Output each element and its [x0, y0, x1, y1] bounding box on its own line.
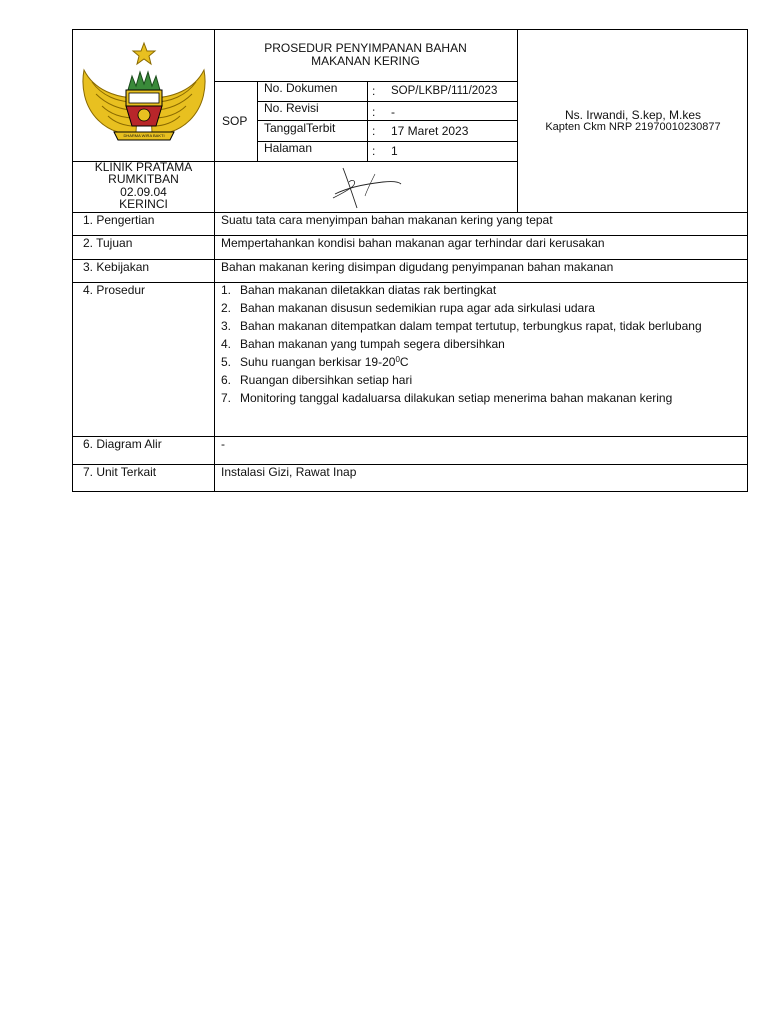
- row-text-unit-terkait: Instalasi Gizi, Rawat Inap: [221, 465, 357, 479]
- row-text-tujuan: Mempertahankan kondisi bahan makanan agar terhindar dari kerusakan: [221, 236, 605, 250]
- field-sep: :: [372, 84, 376, 98]
- org-line-1: KLINIK PRATAMA: [94, 160, 193, 174]
- org-line-4: KERINCI: [119, 197, 168, 211]
- org-line-2: RUMKITBAN: [108, 172, 179, 186]
- document-title-line-2: MAKANAN KERING: [311, 54, 420, 68]
- list-item: 5. Suhu ruangan berkisar $19-20^0C$: [221, 355, 409, 369]
- row-text-kebijakan: Bahan makanan kering disimpan digudang penyimpanan bahan makanan: [221, 260, 614, 274]
- field-sep: :: [372, 144, 376, 158]
- sop-label: SOP: [222, 114, 248, 128]
- row-label-pengertian: 1. Pengertian: [83, 213, 155, 227]
- grid-line: [73, 464, 747, 465]
- list-item: 1. Bahan makanan diletakkan diatas rak bertingkat: [221, 283, 497, 297]
- grid-line: [257, 81, 258, 161]
- grid-line: [214, 30, 215, 492]
- row-label-prosedur: 4. Prosedur: [83, 283, 146, 297]
- list-item: 6. Ruangan dibersihkan setiap hari: [221, 373, 413, 387]
- signatory-name: Ns. Irwandi, S.kep, M.kes: [564, 108, 702, 122]
- grid-line: [73, 436, 747, 437]
- prosedur-list: [221, 281, 741, 407]
- row-label-diagram-alir: 6. Diagram Alir: [83, 437, 162, 451]
- degree-superscript: 0: [395, 355, 400, 364]
- eagle-wings-emblem-icon: [76, 40, 212, 144]
- field-value-no-dokumen: SOP/LKBP/111/2023: [391, 85, 498, 97]
- signature-scribble: [313, 164, 413, 212]
- list-item: 2. Bahan makanan disusun sedemikian rupa agar ada sirkulasi udara: [221, 301, 595, 315]
- row-text-diagram-alir: -: [221, 437, 225, 451]
- field-sep: :: [372, 124, 376, 138]
- document-title-line-1: PROSEDUR PENYIMPANAN BAHAN: [264, 41, 467, 55]
- kodam-emblem-logo: [76, 40, 212, 144]
- list-item: 4. Bahan makanan yang tumpah segera dibersihkan: [221, 337, 505, 351]
- emblem-motto: DHARMA WIRA BAKTI: [123, 133, 165, 138]
- sop-document-table: [72, 29, 748, 492]
- row-text-pengertian: Suatu tata cara menyimpan bahan makanan kering yang tepat: [221, 213, 553, 227]
- list-item: 3. Bahan makanan ditempatkan dalam tempat tertutup, terbungkus rapat, tidak berlubang: [221, 319, 702, 333]
- field-value-no-revisi: -: [391, 105, 395, 119]
- grid-line: [214, 81, 518, 82]
- field-sep: :: [372, 105, 376, 119]
- handwritten-signature-icon: [313, 164, 413, 212]
- field-value-halaman: 1: [391, 144, 398, 158]
- field-label-no-revisi: No. Revisi: [264, 101, 319, 115]
- org-line-3: 02.09.04: [120, 185, 167, 199]
- field-value-tanggal-terbit: 17 Maret 2023: [391, 124, 469, 138]
- row-label-kebijakan: 3. Kebijakan: [83, 260, 150, 274]
- field-label-no-dokumen: No. Dokumen: [264, 81, 338, 95]
- signatory-rank: Kapten Ckm NRP 21970010230877: [545, 121, 721, 133]
- field-label-halaman: Halaman: [264, 141, 313, 155]
- list-item: 7. Monitoring tanggal kadaluarsa dilakukan setiap menerima bahan makanan kering: [221, 391, 673, 405]
- field-label-tanggal-terbit: TanggalTerbit: [264, 121, 336, 135]
- row-label-tujuan: 2. Tujuan: [83, 236, 133, 250]
- grid-line: [367, 81, 368, 161]
- row-label-unit-terkait: 7. Unit Terkait: [83, 465, 157, 479]
